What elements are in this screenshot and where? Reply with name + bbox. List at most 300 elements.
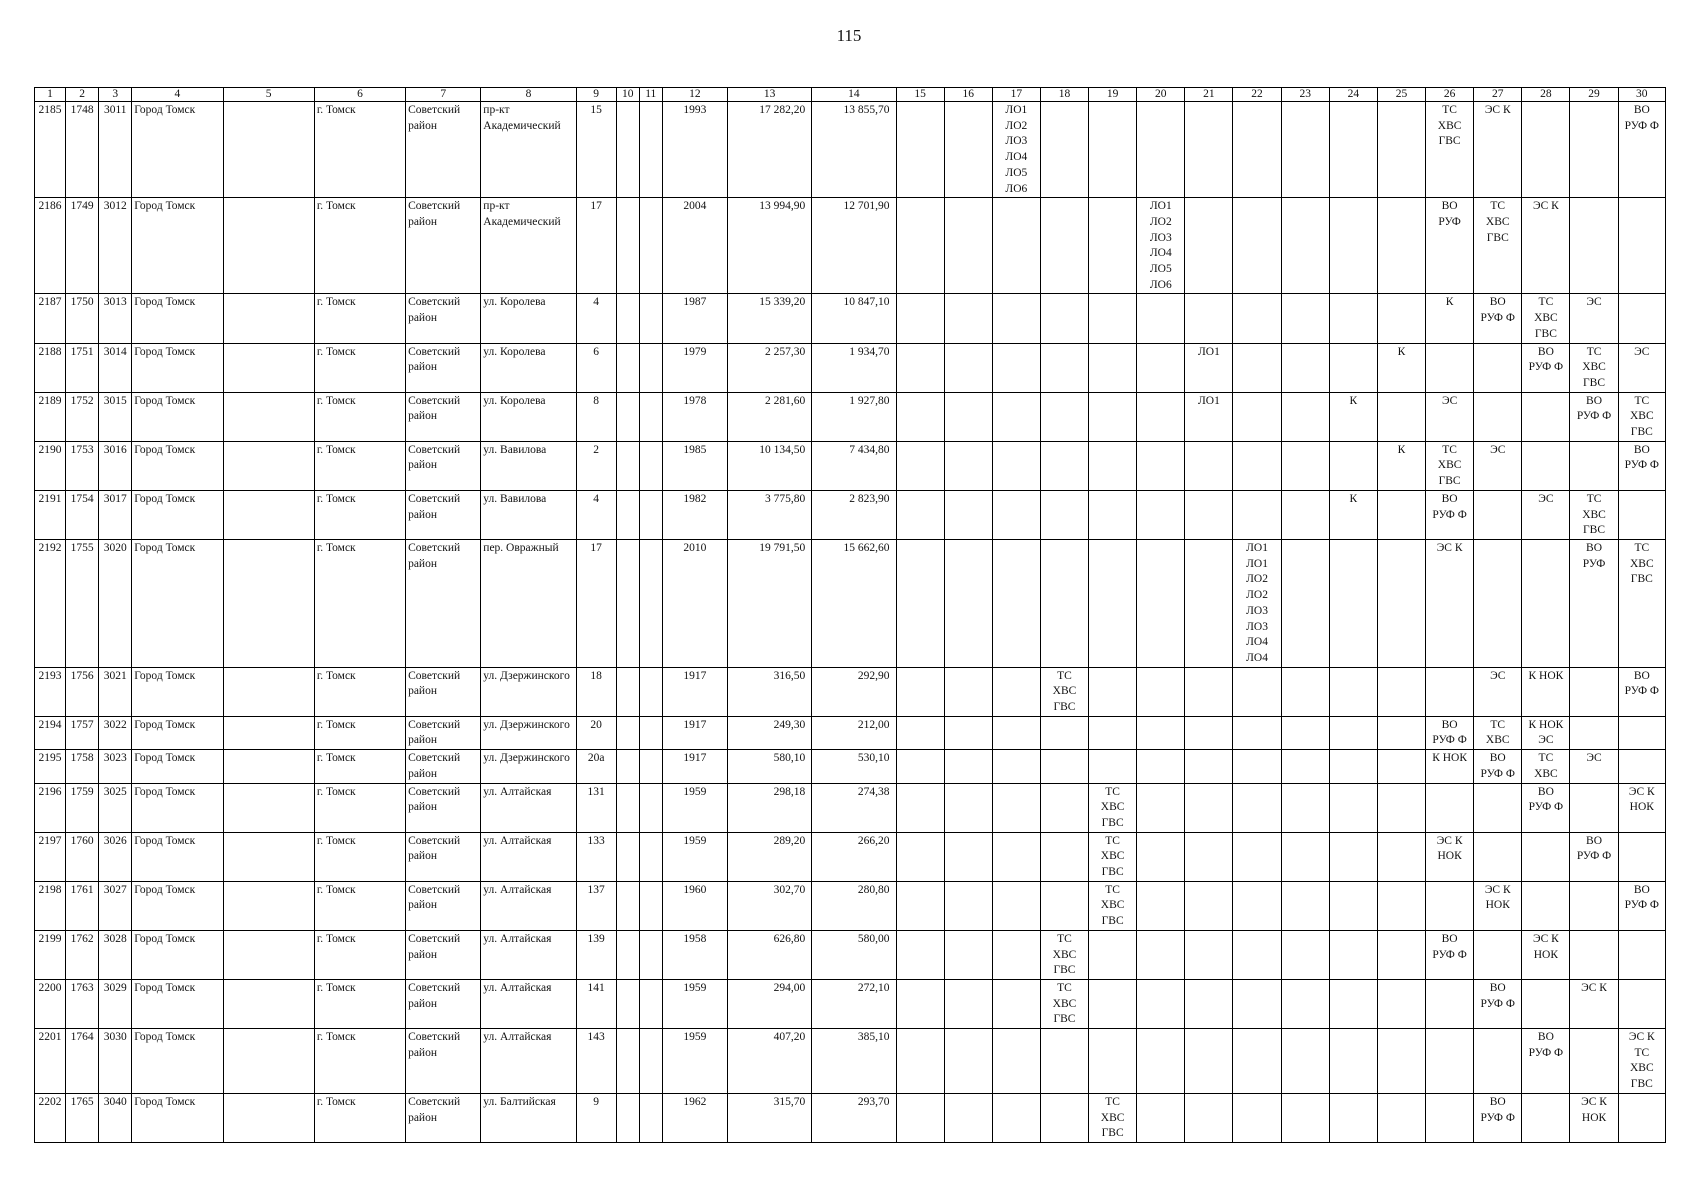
cell-col-7: Советский район (406, 750, 481, 783)
cell-col-20 (1137, 441, 1185, 490)
cell-col-23 (1281, 667, 1329, 716)
cell-col-5 (223, 343, 314, 392)
cell-col-23 (1281, 392, 1329, 441)
cell-col-27 (1474, 832, 1522, 881)
cell-col-7: Советский район (406, 881, 481, 930)
cell-col-22 (1233, 979, 1281, 1028)
cell-col-19 (1089, 343, 1137, 392)
cell-col-9: 2 (576, 441, 616, 490)
cell-col-22 (1233, 441, 1281, 490)
cell-col-15 (896, 392, 944, 441)
cell-col-4: Город Томск (132, 667, 223, 716)
cell-col-21 (1185, 441, 1233, 490)
table-row (35, 102, 1666, 198)
cell-col-9: 9 (576, 1093, 616, 1142)
cell-col-30: ВО РУФ Ф (1618, 102, 1665, 198)
cell-col-16 (944, 441, 992, 490)
cell-col-8: ул. Дзержинского (481, 716, 576, 749)
cell-col-8: пер. Овражный (481, 539, 576, 667)
cell-col-28 (1522, 832, 1570, 881)
cell-col-5 (223, 783, 314, 832)
cell-col-8: ул. Вавилова (481, 441, 576, 490)
cell-col-27 (1474, 490, 1522, 539)
cell-col-17 (992, 750, 1040, 783)
cell-col-26: ТС ХВС ГВС (1426, 441, 1474, 490)
cell-col-12: 1993 (662, 102, 727, 198)
cell-col-18 (1040, 783, 1088, 832)
cell-col-7: Советский район (406, 979, 481, 1028)
cell-col-3: 3022 (99, 716, 132, 749)
cell-col-19 (1089, 667, 1137, 716)
cell-col-23 (1281, 930, 1329, 979)
cell-col-18 (1040, 441, 1088, 490)
cell-col-22: ЛО1 ЛО1 ЛО2 ЛО2 ЛО3 ЛО3 ЛО4 ЛО4 (1233, 539, 1281, 667)
cell-col-8: ул. Королева (481, 294, 576, 343)
cell-col-25 (1377, 979, 1425, 1028)
cell-col-1: 2187 (35, 294, 66, 343)
cell-col-12: 1959 (662, 979, 727, 1028)
table-row (35, 441, 1666, 490)
cell-col-14: 2 823,90 (812, 490, 896, 539)
cell-col-27 (1474, 783, 1522, 832)
cell-col-3: 3028 (99, 930, 132, 979)
cell-col-19 (1089, 198, 1137, 294)
cell-col-11 (639, 881, 662, 930)
cell-col-26 (1426, 1093, 1474, 1142)
cell-col-10 (616, 441, 639, 490)
cell-col-27: ТС ХВС ГВС (1474, 198, 1522, 294)
cell-col-2: 1757 (66, 716, 99, 749)
cell-col-27 (1474, 539, 1522, 667)
cell-col-6: г. Томск (314, 102, 405, 198)
cell-col-14: 292,90 (812, 667, 896, 716)
cell-col-17 (992, 716, 1040, 749)
cell-col-25: К (1377, 343, 1425, 392)
cell-col-10 (616, 198, 639, 294)
cell-col-17 (992, 198, 1040, 294)
cell-col-7: Советский район (406, 930, 481, 979)
cell-col-30: ЭС К ТС ХВС ГВС (1618, 1029, 1665, 1094)
cell-col-25 (1377, 539, 1425, 667)
cell-col-8: ул. Алтайская (481, 930, 576, 979)
cell-col-2: 1763 (66, 979, 99, 1028)
cell-col-20 (1137, 881, 1185, 930)
cell-col-24 (1329, 881, 1377, 930)
cell-col-18 (1040, 832, 1088, 881)
cell-col-27: ЭС К НОК (1474, 881, 1522, 930)
cell-col-25 (1377, 881, 1425, 930)
cell-col-1: 2186 (35, 198, 66, 294)
cell-col-22 (1233, 881, 1281, 930)
cell-col-1: 2193 (35, 667, 66, 716)
column-header-22: 22 (1233, 88, 1281, 102)
cell-col-16 (944, 881, 992, 930)
cell-col-6: г. Томск (314, 783, 405, 832)
table-row (35, 392, 1666, 441)
cell-col-2: 1753 (66, 441, 99, 490)
cell-col-1: 2201 (35, 1029, 66, 1094)
cell-col-14: 266,20 (812, 832, 896, 881)
cell-col-27 (1474, 392, 1522, 441)
cell-col-2: 1756 (66, 667, 99, 716)
cell-col-28 (1522, 539, 1570, 667)
cell-col-11 (639, 750, 662, 783)
cell-col-23 (1281, 979, 1329, 1028)
cell-col-24 (1329, 441, 1377, 490)
cell-col-28: К НОК ЭС (1522, 716, 1570, 749)
cell-col-13: 298,18 (728, 783, 812, 832)
table-row (35, 1093, 1666, 1142)
cell-col-30: ВО РУФ Ф (1618, 881, 1665, 930)
cell-col-3: 3027 (99, 881, 132, 930)
cell-col-12: 1958 (662, 930, 727, 979)
cell-col-9: 137 (576, 881, 616, 930)
column-header-29: 29 (1570, 88, 1618, 102)
cell-col-5 (223, 716, 314, 749)
cell-col-3: 3017 (99, 490, 132, 539)
cell-col-10 (616, 979, 639, 1028)
cell-col-25 (1377, 198, 1425, 294)
cell-col-10 (616, 490, 639, 539)
cell-col-22 (1233, 294, 1281, 343)
cell-col-18 (1040, 539, 1088, 667)
cell-col-26 (1426, 1029, 1474, 1094)
cell-col-11 (639, 1093, 662, 1142)
cell-col-14: 274,38 (812, 783, 896, 832)
cell-col-2: 1761 (66, 881, 99, 930)
cell-col-19: ТС ХВС ГВС (1089, 832, 1137, 881)
cell-col-22 (1233, 667, 1281, 716)
cell-col-28: ТС ХВС (1522, 750, 1570, 783)
cell-col-21: ЛО1 (1185, 343, 1233, 392)
cell-col-24 (1329, 979, 1377, 1028)
column-header-10: 10 (616, 88, 639, 102)
cell-col-18 (1040, 1093, 1088, 1142)
cell-col-18 (1040, 343, 1088, 392)
cell-col-29 (1570, 102, 1618, 198)
cell-col-24 (1329, 667, 1377, 716)
cell-col-24 (1329, 1093, 1377, 1142)
cell-col-25 (1377, 392, 1425, 441)
cell-col-8: ул. Алтайская (481, 881, 576, 930)
column-header-7: 7 (406, 88, 481, 102)
cell-col-26: ЭС К НОК (1426, 832, 1474, 881)
cell-col-30: ВО РУФ Ф (1618, 441, 1665, 490)
cell-col-19 (1089, 392, 1137, 441)
cell-col-21 (1185, 1093, 1233, 1142)
cell-col-19 (1089, 294, 1137, 343)
cell-col-12: 1982 (662, 490, 727, 539)
cell-col-23 (1281, 1029, 1329, 1094)
cell-col-20 (1137, 930, 1185, 979)
table-row (35, 539, 1666, 667)
cell-col-23 (1281, 539, 1329, 667)
cell-col-1: 2191 (35, 490, 66, 539)
cell-col-28: ТС ХВС ГВС (1522, 294, 1570, 343)
cell-col-17 (992, 294, 1040, 343)
cell-col-7: Советский район (406, 783, 481, 832)
cell-col-1: 2185 (35, 102, 66, 198)
cell-col-8: ул. Алтайская (481, 979, 576, 1028)
cell-col-30: ТС ХВС ГВС (1618, 539, 1665, 667)
cell-col-15 (896, 441, 944, 490)
cell-col-7: Советский район (406, 1093, 481, 1142)
cell-col-20: ЛО1 ЛО2 ЛО3 ЛО4 ЛО5 ЛО6 (1137, 198, 1185, 294)
cell-col-25 (1377, 1029, 1425, 1094)
cell-col-10 (616, 881, 639, 930)
cell-col-15 (896, 1093, 944, 1142)
cell-col-15 (896, 490, 944, 539)
cell-col-5 (223, 667, 314, 716)
cell-col-1: 2192 (35, 539, 66, 667)
cell-col-15 (896, 1029, 944, 1094)
column-header-row (35, 88, 1666, 102)
cell-col-12: 1917 (662, 750, 727, 783)
cell-col-15 (896, 667, 944, 716)
cell-col-22 (1233, 102, 1281, 198)
cell-col-17 (992, 1029, 1040, 1094)
cell-col-17 (992, 979, 1040, 1028)
cell-col-9: 8 (576, 392, 616, 441)
table-row (35, 198, 1666, 294)
cell-col-10 (616, 750, 639, 783)
cell-col-19 (1089, 716, 1137, 749)
cell-col-13: 19 791,50 (728, 539, 812, 667)
cell-col-4: Город Томск (132, 832, 223, 881)
cell-col-11 (639, 783, 662, 832)
cell-col-19 (1089, 930, 1137, 979)
cell-col-4: Город Томск (132, 198, 223, 294)
cell-col-6: г. Томск (314, 667, 405, 716)
cell-col-30: ЭС К НОК (1618, 783, 1665, 832)
cell-col-23 (1281, 783, 1329, 832)
cell-col-18 (1040, 294, 1088, 343)
cell-col-16 (944, 667, 992, 716)
cell-col-25 (1377, 667, 1425, 716)
cell-col-9: 15 (576, 102, 616, 198)
cell-col-1: 2202 (35, 1093, 66, 1142)
cell-col-26 (1426, 881, 1474, 930)
cell-col-17 (992, 930, 1040, 979)
cell-col-13: 626,80 (728, 930, 812, 979)
column-header-27: 27 (1474, 88, 1522, 102)
cell-col-30 (1618, 490, 1665, 539)
cell-col-22 (1233, 930, 1281, 979)
cell-col-21 (1185, 490, 1233, 539)
cell-col-11 (639, 667, 662, 716)
cell-col-9: 139 (576, 930, 616, 979)
cell-col-30 (1618, 716, 1665, 749)
cell-col-5 (223, 539, 314, 667)
cell-col-7: Советский район (406, 441, 481, 490)
cell-col-14: 530,10 (812, 750, 896, 783)
cell-col-13: 315,70 (728, 1093, 812, 1142)
cell-col-28: ЭС К НОК (1522, 930, 1570, 979)
cell-col-24 (1329, 102, 1377, 198)
cell-col-19: ТС ХВС ГВС (1089, 783, 1137, 832)
cell-col-4: Город Томск (132, 392, 223, 441)
cell-col-5 (223, 979, 314, 1028)
cell-col-4: Город Томск (132, 441, 223, 490)
cell-col-6: г. Томск (314, 832, 405, 881)
cell-col-15 (896, 539, 944, 667)
cell-col-22 (1233, 1029, 1281, 1094)
cell-col-5 (223, 832, 314, 881)
cell-col-6: г. Томск (314, 490, 405, 539)
table-row (35, 667, 1666, 716)
cell-col-28: ВО РУФ Ф (1522, 343, 1570, 392)
cell-col-16 (944, 716, 992, 749)
cell-col-8: ул. Дзержинского (481, 750, 576, 783)
cell-col-24 (1329, 750, 1377, 783)
cell-col-16 (944, 294, 992, 343)
cell-col-20 (1137, 343, 1185, 392)
cell-col-21 (1185, 783, 1233, 832)
column-header-16: 16 (944, 88, 992, 102)
cell-col-1: 2198 (35, 881, 66, 930)
cell-col-27: ВО РУФ Ф (1474, 1093, 1522, 1142)
column-header-14: 14 (812, 88, 896, 102)
cell-col-5 (223, 750, 314, 783)
cell-col-10 (616, 539, 639, 667)
cell-col-4: Город Томск (132, 1029, 223, 1094)
cell-col-15 (896, 750, 944, 783)
cell-col-4: Город Томск (132, 490, 223, 539)
cell-col-9: 17 (576, 539, 616, 667)
cell-col-19 (1089, 441, 1137, 490)
cell-col-25 (1377, 1093, 1425, 1142)
cell-col-23 (1281, 832, 1329, 881)
cell-col-18 (1040, 490, 1088, 539)
cell-col-23 (1281, 343, 1329, 392)
cell-col-2: 1755 (66, 539, 99, 667)
cell-col-12: 1985 (662, 441, 727, 490)
cell-col-27: ЭС К (1474, 102, 1522, 198)
cell-col-7: Советский район (406, 1029, 481, 1094)
cell-col-13: 17 282,20 (728, 102, 812, 198)
cell-col-17 (992, 1093, 1040, 1142)
cell-col-3: 3026 (99, 832, 132, 881)
cell-col-19: ТС ХВС ГВС (1089, 881, 1137, 930)
cell-col-17 (992, 539, 1040, 667)
cell-col-18 (1040, 881, 1088, 930)
cell-col-6: г. Томск (314, 198, 405, 294)
cell-col-9: 141 (576, 979, 616, 1028)
cell-col-5 (223, 1029, 314, 1094)
cell-col-3: 3023 (99, 750, 132, 783)
cell-col-12: 1917 (662, 667, 727, 716)
cell-col-18: ТС ХВС ГВС (1040, 930, 1088, 979)
cell-col-21 (1185, 832, 1233, 881)
cell-col-10 (616, 667, 639, 716)
cell-col-11 (639, 539, 662, 667)
cell-col-26: К НОК (1426, 750, 1474, 783)
cell-col-11 (639, 832, 662, 881)
cell-col-4: Город Томск (132, 1093, 223, 1142)
cell-col-2: 1758 (66, 750, 99, 783)
cell-col-17: ЛО1 ЛО2 ЛО3 ЛО4 ЛО5 ЛО6 (992, 102, 1040, 198)
cell-col-5 (223, 490, 314, 539)
cell-col-23 (1281, 102, 1329, 198)
cell-col-12: 1962 (662, 1093, 727, 1142)
cell-col-13: 289,20 (728, 832, 812, 881)
table-row (35, 750, 1666, 783)
cell-col-2: 1752 (66, 392, 99, 441)
cell-col-13: 316,50 (728, 667, 812, 716)
cell-col-1: 2197 (35, 832, 66, 881)
cell-col-6: г. Томск (314, 1093, 405, 1142)
cell-col-24 (1329, 198, 1377, 294)
cell-col-25 (1377, 490, 1425, 539)
cell-col-26: ВО РУФ Ф (1426, 716, 1474, 749)
cell-col-15 (896, 832, 944, 881)
cell-col-17 (992, 392, 1040, 441)
cell-col-15 (896, 102, 944, 198)
cell-col-17 (992, 667, 1040, 716)
cell-col-10 (616, 1029, 639, 1094)
cell-col-20 (1137, 716, 1185, 749)
cell-col-6: г. Томск (314, 1029, 405, 1094)
cell-col-2: 1760 (66, 832, 99, 881)
cell-col-9: 18 (576, 667, 616, 716)
cell-col-15 (896, 930, 944, 979)
cell-col-28 (1522, 979, 1570, 1028)
cell-col-30 (1618, 750, 1665, 783)
cell-col-27: ЭС (1474, 441, 1522, 490)
cell-col-26: ВО РУФ Ф (1426, 930, 1474, 979)
cell-col-17 (992, 490, 1040, 539)
cell-col-12: 1960 (662, 881, 727, 930)
cell-col-30: ТС ХВС ГВС (1618, 392, 1665, 441)
cell-col-21 (1185, 930, 1233, 979)
cell-col-13: 3 775,80 (728, 490, 812, 539)
cell-col-11 (639, 102, 662, 198)
cell-col-28: ВО РУФ Ф (1522, 1029, 1570, 1094)
cell-col-30 (1618, 198, 1665, 294)
cell-col-13: 2 281,60 (728, 392, 812, 441)
cell-col-11 (639, 930, 662, 979)
cell-col-1: 2196 (35, 783, 66, 832)
cell-col-14: 280,80 (812, 881, 896, 930)
cell-col-5 (223, 102, 314, 198)
cell-col-13: 407,20 (728, 1029, 812, 1094)
cell-col-21 (1185, 102, 1233, 198)
cell-col-9: 6 (576, 343, 616, 392)
cell-col-28 (1522, 881, 1570, 930)
cell-col-20 (1137, 783, 1185, 832)
column-header-8: 8 (481, 88, 576, 102)
cell-col-2: 1764 (66, 1029, 99, 1094)
cell-col-29: ТС ХВС ГВС (1570, 490, 1618, 539)
cell-col-21 (1185, 667, 1233, 716)
cell-col-18 (1040, 392, 1088, 441)
cell-col-4: Город Томск (132, 539, 223, 667)
cell-col-10 (616, 1093, 639, 1142)
cell-col-10 (616, 930, 639, 979)
cell-col-7: Советский район (406, 716, 481, 749)
cell-col-22 (1233, 343, 1281, 392)
cell-col-3: 3013 (99, 294, 132, 343)
cell-col-5 (223, 441, 314, 490)
cell-col-22 (1233, 392, 1281, 441)
cell-col-28 (1522, 392, 1570, 441)
column-header-1: 1 (35, 88, 66, 102)
cell-col-26 (1426, 783, 1474, 832)
table-row (35, 881, 1666, 930)
cell-col-16 (944, 1093, 992, 1142)
cell-col-18 (1040, 198, 1088, 294)
cell-col-8: ул. Алтайская (481, 783, 576, 832)
